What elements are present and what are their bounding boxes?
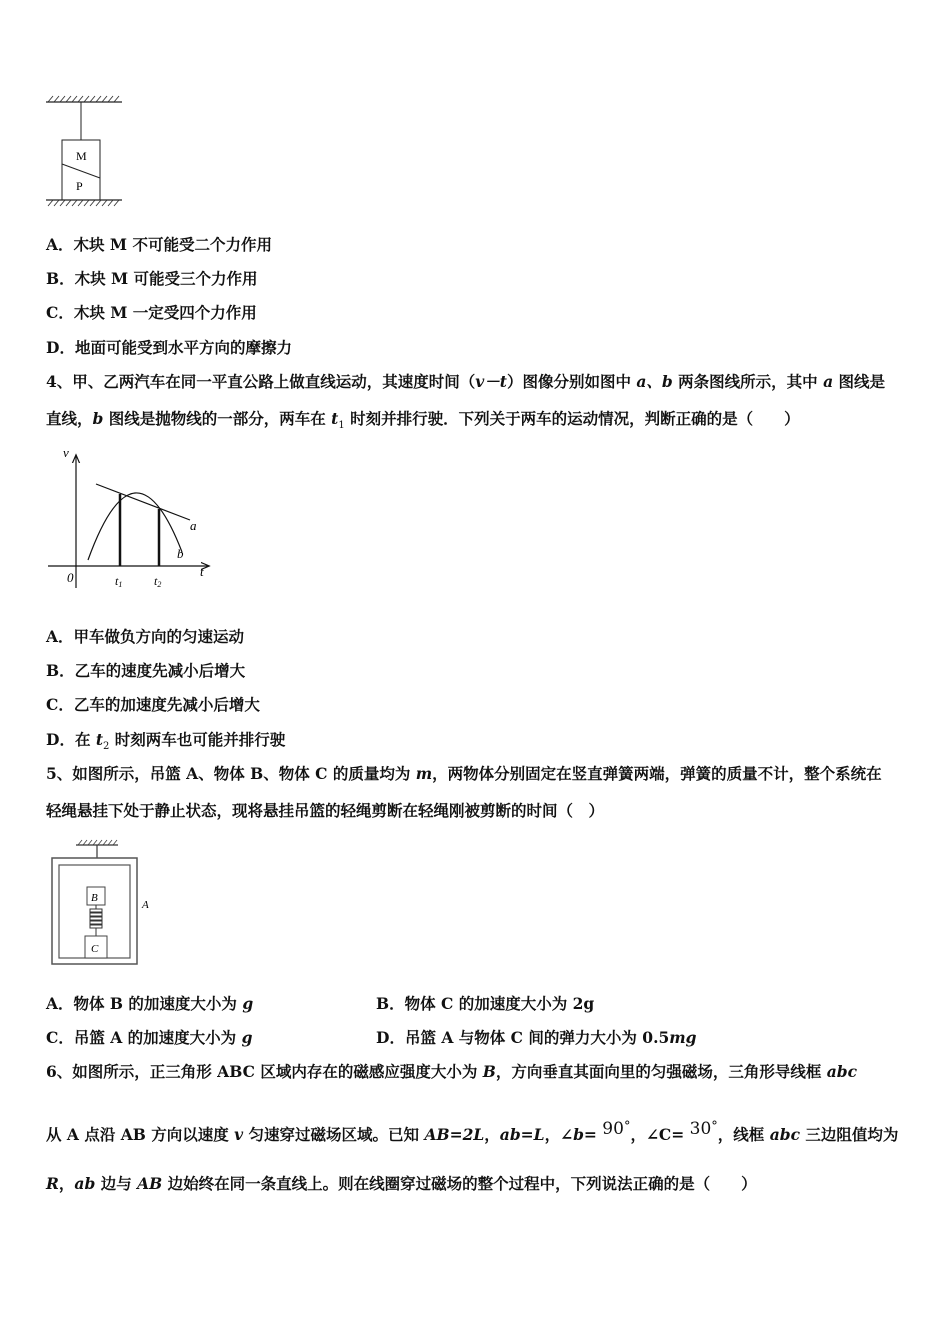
q4-option-a: A．甲车做负方向的匀速运动 [46,627,245,646]
t1-label: t1 [115,574,123,589]
t2-label: t2 [154,574,162,589]
q6-stem-line2: 从 A 点沿 AB 方向以速度 v 匀速穿过磁场区域。已知 AB=2L，ab=L，∠b= 90°，∠C= 30°，线框 abc 三边阻值均为 [46,1119,899,1144]
basket-a-label: A [142,899,149,911]
q6-stem-line3: R，ab 边与 AB 边始终在同一条直线上。则在线圈穿过磁场的整个过程中，下列说法正确的是（ ） [46,1174,757,1193]
line-a [96,484,190,520]
q4-stem-line2: 直线，b 图线是抛物线的一部分，两车在 $t_1$ 时刻并排行驶．下列关于两车的运动情况，判断正确的是（ ） [46,409,800,432]
q5-option-d: D．吊篮 A 与物体 C 间的弹力大小为 0.5mg [376,1028,697,1047]
v-axis-label: v [63,445,69,460]
curve-b [88,493,182,560]
q5-option-b: B．物体 C 的加速度大小为 2g [376,994,595,1013]
q3-option-b: B．木块 M 可能受三个力作用 [46,269,258,288]
block-p-label: P [76,179,83,193]
object-b-label: B [91,892,98,904]
t-axis-label: t [200,564,204,579]
block-m-label: M [76,149,87,163]
object-c-label: C [91,943,99,955]
angle-c-value: 30 [689,1119,712,1139]
angle-b-value: 90 [602,1119,624,1139]
q4-option-d: D．在 $t_2$ 时刻两车也可能并排行驶 [46,730,286,753]
figure-vt-graph [40,440,220,600]
q4-option-c: C．乙车的加速度先减小后增大 [46,695,260,714]
figure-basket [46,838,161,970]
q5-option-a: A．物体 B 的加速度大小为 g [46,994,254,1013]
q4-option-b: B．乙车的速度先减小后增大 [46,661,246,680]
q3-option-d: D．地面可能受到水平方向的摩擦力 [46,338,292,357]
line-a-label: a [190,518,197,533]
q5-stem-line1: 5、如图所示，吊篮 A、物体 B、物体 C 的质量均为 m，两物体分别固定在竖直弹簧两端，弹簧的质量不计，整个系统在 [46,764,882,783]
q4-stem-line1: 4、甲、乙两汽车在同一平直公路上做直线运动，其速度时间（v－t）图像分别如图中 a、b 两条图线所示，其中 a 图线是 [46,372,886,391]
curve-b-label: b [177,546,184,561]
origin-label: 0 [67,570,74,585]
spring [90,905,102,936]
q3-option-c: C．木块 M 一定受四个力作用 [46,303,257,322]
q5-option-c: C．吊篮 A 的加速度大小为 g [46,1028,253,1047]
q6-stem-line1: 6、如图所示，正三角形 ABC 区域内存在的磁感应强度大小为 B，方向垂直其面向里的匀强磁场，三角形导线框 abc [46,1062,858,1081]
q3-option-a: A．木块 M 不可能受二个力作用 [46,235,272,254]
q5-stem-line2: 轻绳悬挂下处于静止状态，现将悬挂吊篮的轻绳剪断在轻绳刚被剪断的时间（ ） [46,801,605,820]
figure-block-mp [40,90,135,215]
